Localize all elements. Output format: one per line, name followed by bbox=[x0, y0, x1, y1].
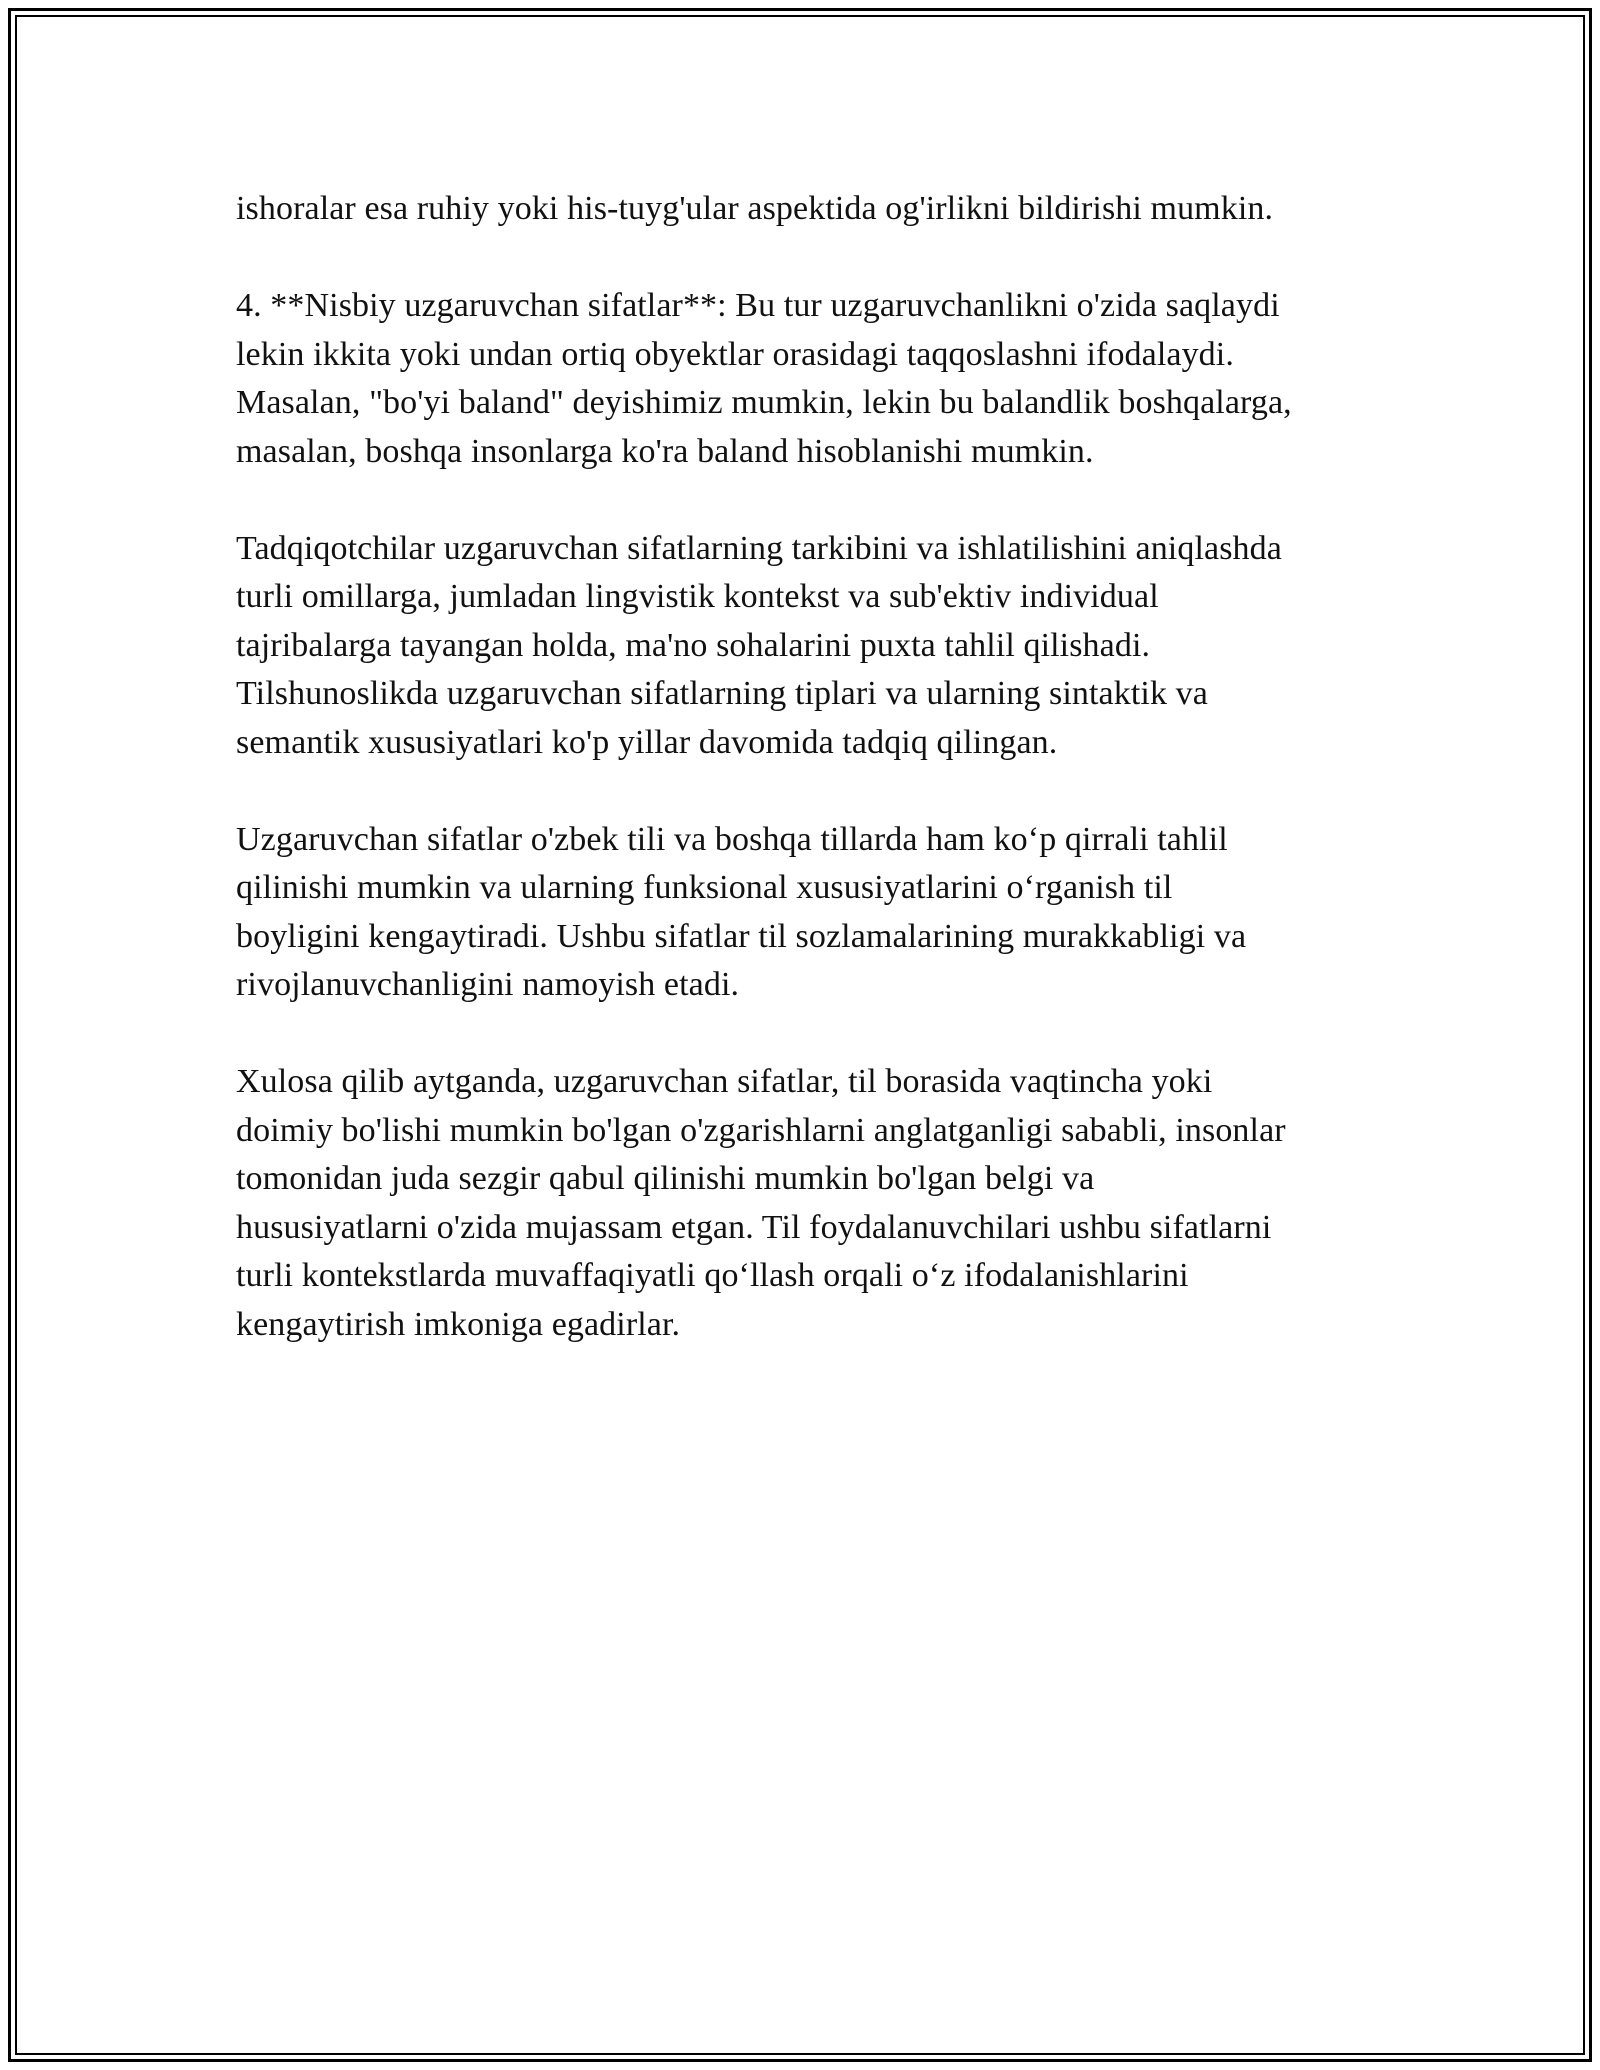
paragraph-1 bbox=[236, 185, 1396, 234]
paragraph-4 bbox=[236, 816, 1396, 1010]
paragraph-5 bbox=[236, 1058, 1396, 1349]
paragraph-3 bbox=[236, 525, 1396, 768]
text-line: Tadqiqotchilar uzgaruvchan sifatlarning tarkibini va ishlatilishini aniqlashda bbox=[236, 529, 1282, 567]
document-body bbox=[236, 185, 1396, 1398]
text-line: lekin ikkita yoki undan ortiq obyektlar orasidagi taqqoslashni ifodalaydi. bbox=[236, 335, 1234, 373]
text-line: Masalan, "bo'yi baland" deyishimiz mumkin, lekin bu balandlik boshqalarga, bbox=[236, 384, 1292, 421]
text-line: tajribalarga tayangan holda, ma'no sohalarini puxta tahlil qilishadi. bbox=[236, 626, 1151, 664]
text-line: hususiyatlarni o'zida mujassam etgan. Til foydalanuvchilari ushbu sifatlarni bbox=[236, 1208, 1272, 1246]
text-line: boyligini kengaytiradi. Ushbu sifatlar til sozlamalarining murakkabligi va bbox=[236, 917, 1247, 955]
text-line: Tilshunoslikda uzgaruvchan sifatlarning tiplari va ularning sintaktik va bbox=[236, 675, 1208, 712]
text-line: masalan, boshqa insonlarga ko'ra baland hisoblanishi mumkin. bbox=[236, 432, 1094, 470]
text-line: kengaytirish imkoniga egadirlar. bbox=[236, 1305, 681, 1343]
text-line: Uzgaruvchan sifatlar o'zbek tili va boshqa tillarda ham ko‘p qirrali tahlil bbox=[236, 820, 1228, 858]
text-line: ishoralar esa ruhiy yoki his-tuyg'ular aspektida og'irlikni bildirishi mumkin. bbox=[236, 190, 1274, 227]
text-line: qilinishi mumkin va ularning funksional xususiyatlarini o‘rganish til bbox=[236, 869, 1173, 906]
text-line: tomonidan juda sezgir qabul qilinishi mumkin bo'lgan belgi va bbox=[236, 1160, 1095, 1197]
text-line: Xulosa qilib aytganda, uzgaruvchan sifatlar, til borasida vaqtincha yoki bbox=[236, 1063, 1213, 1100]
text-line: turli omillarga, jumladan lingvistik kontekst va sub'ektiv individual bbox=[236, 578, 1159, 615]
text-line: turli kontekstlarda muvaffaqiyatli qo‘llash orqali o‘z ifodalanishlarini bbox=[236, 1257, 1189, 1294]
text-line: 4. **Nisbiy uzgaruvchan sifatlar**: Bu tur uzgaruvchanlikni o'zida saqlaydi bbox=[236, 287, 1280, 324]
text-line: semantik xususiyatlari ko'p yillar davomida tadqiq qilingan. bbox=[236, 723, 1058, 761]
text-line: rivojlanuvchanligini namoyish etadi. bbox=[236, 966, 740, 1003]
paragraph-2 bbox=[236, 282, 1396, 476]
text-line: doimiy bo'lishi mumkin bo'lgan o'zgarishlarni anglatganligi sababli, insonlar bbox=[236, 1111, 1286, 1149]
